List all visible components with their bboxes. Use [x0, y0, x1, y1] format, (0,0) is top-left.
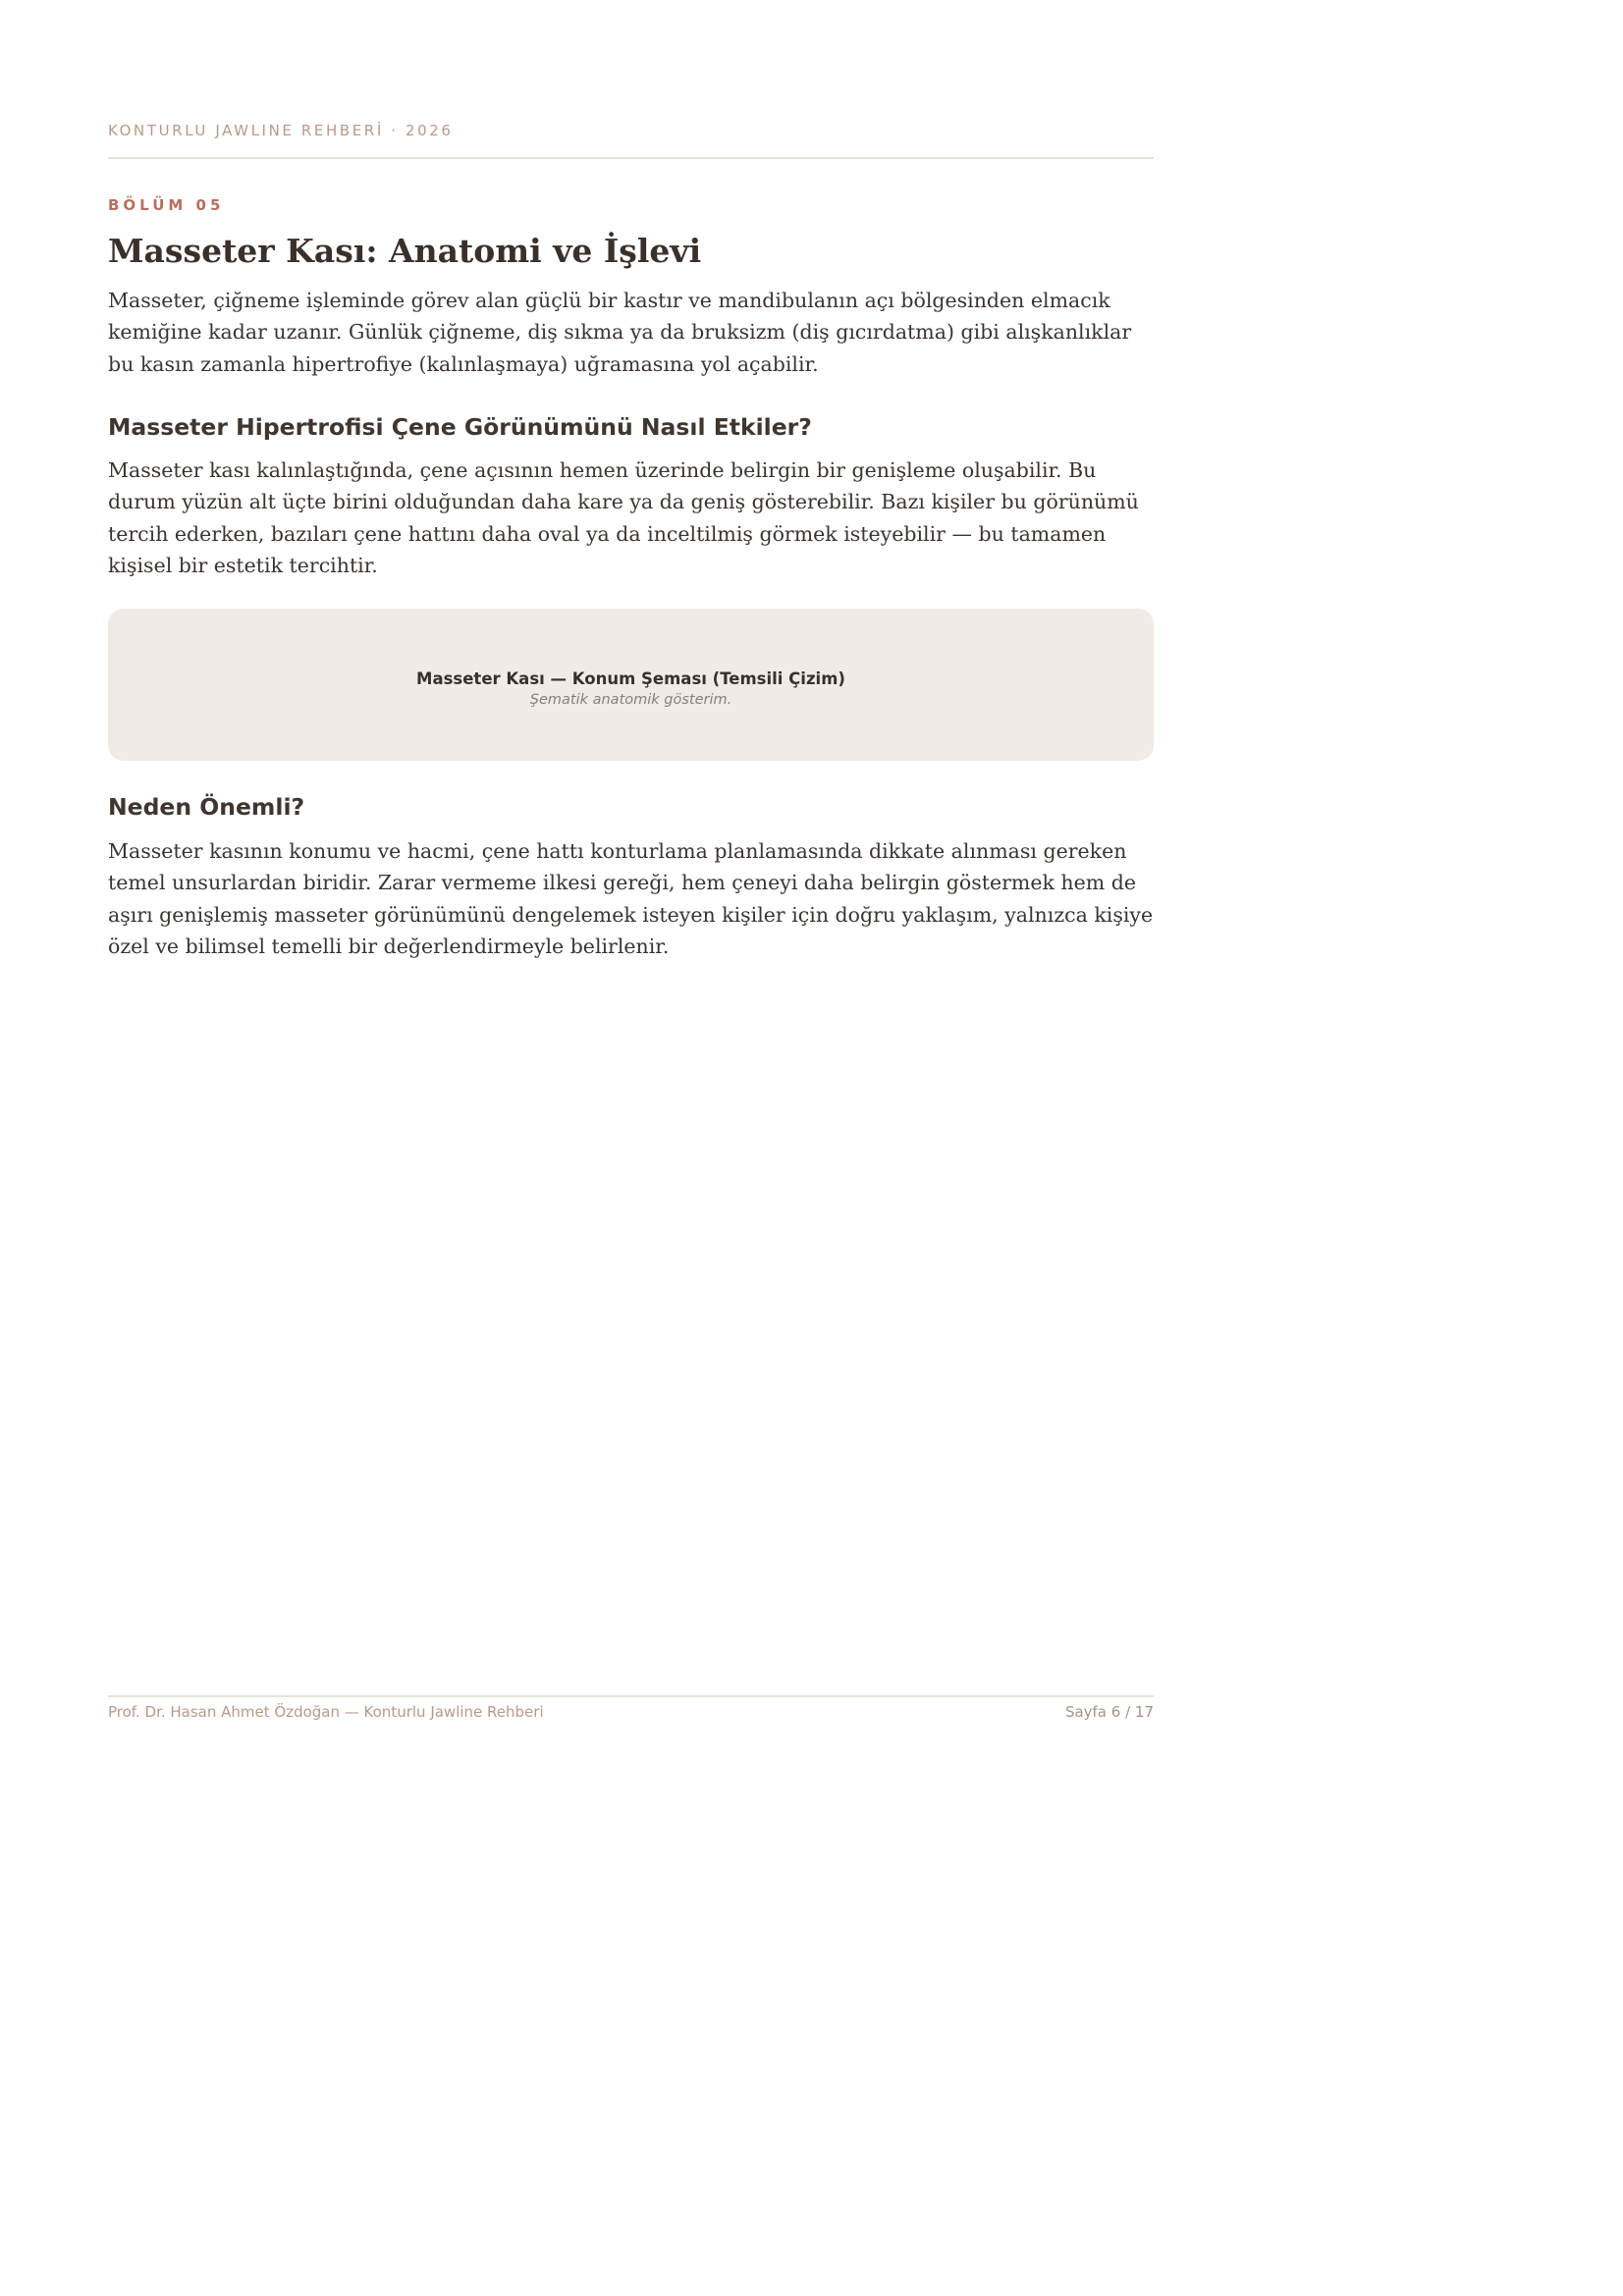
figure-caption: Şematik anatomik gösterim.: [529, 692, 732, 708]
page-number: Sayfa 6 / 17: [1064, 1703, 1154, 1721]
header-divider: [108, 157, 1154, 159]
footer-divider: [108, 1695, 1154, 1697]
document-page: [108, 0, 1154, 2296]
figure-title: Masseter Kası — Konum Şeması (Temsili Çizim): [416, 669, 845, 688]
section-heading-importance: Neden Önemli?: [108, 793, 305, 821]
page-title: Masseter Kası: Anatomi ve İşlevi: [108, 232, 702, 270]
intro-paragraph: Masseter, çiğneme işleminde görev alan güçlü bir kastır ve mandibulanın açı bölgesinden elmacık kemiğine kadar uzanır. Günlük çiğneme, diş sıkma ya da bruksizm (diş gıcırdatma) gibi alışkanlıklar bu kasın zamanla hipertrofiye (kalınlaşmaya) uğramasına yol açabilir.: [108, 289, 1132, 376]
section-heading-hypertrophy: Masseter Hipertrofisi Çene Görünümünü Nasıl Etkiler?: [108, 413, 812, 441]
footer-author-line: Prof. Dr. Hasan Ahmet Özdoğan — Konturlu Jawline Rehberi: [108, 1703, 544, 1721]
section-paragraph-hypertrophy: Masseter kası kalınlaştığında, çene açısının hemen üzerinde belirgin bir genişleme oluşabilir. Bu durum yüzün alt üçte birini olduğundan daha kare ya da geniş gösterebilir. Bazı kişiler bu görünümü tercih ederken, bazıları çene hattını daha oval ya da inceltilmiş görmek isteyebilir — bu tamamen kişisel bir estetik tercihtir.: [108, 458, 1139, 578]
section-paragraph-importance: Masseter kasının konumu ve hacmi, çene hattı konturlama planlamasında dikkate alınması gereken temel unsurlardan biridir. Zarar vermeme ilkesi gereği, hem çeneyi daha belirgin göstermek hem de aşırı genişlemiş masseter görünümünü dengelemek isteyen kişiler için doğru yaklaşım, yalnızca kişiye özel ve bilimsel temelli bir değerlendirmeyle belirlenir.: [108, 839, 1154, 959]
chapter-label: BÖLÜM 05: [108, 196, 225, 214]
running-header: KONTURLU JAWLINE REHBERİ · 2026: [108, 122, 454, 139]
